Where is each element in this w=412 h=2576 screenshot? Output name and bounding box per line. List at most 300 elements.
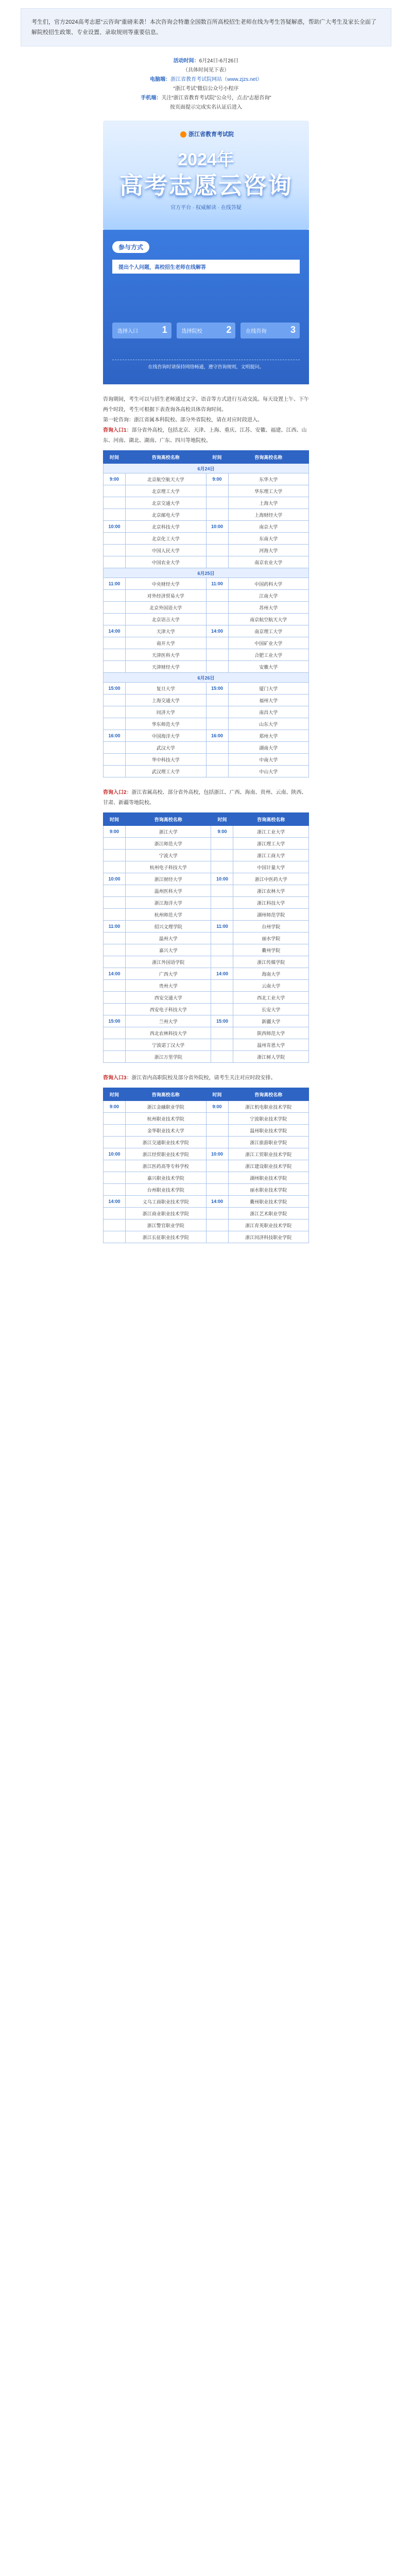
school-cell[interactable]: 义乌工商职业技术学院 <box>126 1196 207 1208</box>
pc-label: 电脑端： <box>150 77 171 82</box>
table-row <box>104 1219 309 1231</box>
time-cell <box>211 1027 233 1039</box>
time-cell: 16:00 <box>104 730 126 742</box>
school-cell[interactable]: 北京交通大学 <box>126 497 207 509</box>
table-row <box>104 1004 309 1015</box>
intro-box <box>21 8 391 46</box>
school-cell[interactable]: 浙江交通职业技术学院 <box>126 1137 207 1148</box>
header-right: 咨询高校名称 <box>228 1088 309 1101</box>
time-cell <box>104 980 126 992</box>
time-cell: 11:00 <box>104 921 126 933</box>
school-cell[interactable]: 湖南大学 <box>228 742 309 754</box>
table-row <box>104 706 309 718</box>
table-row <box>104 602 309 614</box>
step-3[interactable] <box>241 323 300 338</box>
school-cell[interactable]: 浙江科技大学 <box>233 897 309 909</box>
school-cell[interactable]: 长安大学 <box>233 1004 309 1015</box>
table-row <box>104 509 309 521</box>
school-cell[interactable]: 台州学院 <box>233 921 309 933</box>
step-1[interactable] <box>112 323 171 338</box>
school-cell[interactable]: 衢州学院 <box>233 944 309 956</box>
school-cell[interactable]: 浙江工业大学 <box>233 826 309 838</box>
time-cell: 9:00 <box>104 1101 126 1113</box>
time-cell <box>206 590 228 602</box>
time-cell: 15:00 <box>206 683 228 694</box>
table-row <box>104 909 309 921</box>
time-cell <box>206 602 228 614</box>
time-cell <box>104 509 126 521</box>
time-cell: 14:00 <box>211 968 233 980</box>
time-cell <box>206 718 228 730</box>
table-row <box>104 1160 309 1172</box>
school-cell[interactable]: 湖州职业技术学院 <box>228 1172 309 1184</box>
app-value: 关注“浙江省教育考试院”公众号，点击“志愿咨询” <box>161 95 271 101</box>
time-cell <box>104 933 126 944</box>
school-cell[interactable]: 宁波职业技术学院 <box>228 1113 309 1125</box>
time-cell <box>211 944 233 956</box>
time-cell <box>206 1125 228 1137</box>
entry-3-desc: ：浙江省内高职院校及部分省外院校，请考生关注对应时段安排。 <box>126 1075 276 1081</box>
time-cell <box>104 885 126 897</box>
school-cell[interactable]: 中国海洋大学 <box>126 730 207 742</box>
school-cell[interactable]: 西北农林科技大学 <box>126 1027 211 1039</box>
time-cell: 14:00 <box>104 625 126 637</box>
how-tag: 参与方式 <box>112 241 149 253</box>
table-row <box>104 1039 309 1051</box>
steps <box>112 323 300 338</box>
table-row <box>104 968 309 980</box>
time-cell <box>104 1219 126 1231</box>
table-row <box>104 980 309 992</box>
school-cell[interactable]: 北京语言大学 <box>126 614 207 625</box>
school-cell[interactable]: 温州大学 <box>126 933 211 944</box>
school-cell[interactable]: 浙江警官职业学院 <box>126 1219 207 1231</box>
time-cell <box>206 766 228 777</box>
header-left: 咨询高校名称 <box>126 451 207 464</box>
time-cell <box>104 706 126 718</box>
how-note: 在线咨询时请保持网络畅通，遵守咨询规则，文明提问。 <box>112 360 300 370</box>
mobile-value: “浙江考试”微信公众号小程序 <box>173 86 239 92</box>
school-cell[interactable]: 浙江工商大学 <box>233 850 309 861</box>
para-1 <box>103 395 309 446</box>
school-cell[interactable]: 中国农业大学 <box>126 556 207 568</box>
school-cell[interactable]: 郑州大学 <box>228 730 309 742</box>
school-cell[interactable]: 中国人民大学 <box>126 545 207 556</box>
time-cell <box>206 1219 228 1231</box>
time-cell <box>104 533 126 545</box>
table-row <box>104 1208 309 1219</box>
school-cell[interactable]: 安徽大学 <box>228 661 309 673</box>
time-cell <box>211 1051 233 1063</box>
school-cell[interactable]: 杭州师范大学 <box>126 909 211 921</box>
school-cell[interactable]: 宁波诺丁汉大学 <box>126 1039 211 1051</box>
school-cell[interactable]: 同济大学 <box>126 706 207 718</box>
time-cell <box>104 944 126 956</box>
step-label: 选择院校 <box>181 329 202 334</box>
schedule-table-3 <box>103 1088 309 1243</box>
school-cell[interactable]: 北京理工大学 <box>126 485 207 497</box>
school-cell[interactable]: 合肥工业大学 <box>228 649 309 661</box>
time-cell <box>104 614 126 625</box>
time-cell <box>104 897 126 909</box>
table-row <box>104 694 309 706</box>
time-cell: 10:00 <box>104 521 126 533</box>
event-meta <box>0 57 412 112</box>
table-row <box>104 497 309 509</box>
entry-2-desc: ：浙江省属高校、部分省外高校，包括浙江、广西、海南、贵州、云南、陕西、甘肃、新疆等地院校。 <box>103 790 307 806</box>
header-time: 时间 <box>211 813 233 826</box>
table-row <box>104 485 309 497</box>
time-cell <box>104 1113 126 1125</box>
table-row <box>104 473 309 485</box>
table-row <box>104 1184 309 1196</box>
table-row <box>104 1196 309 1208</box>
time-cell <box>206 1137 228 1148</box>
time-cell <box>206 649 228 661</box>
time-cell <box>206 545 228 556</box>
school-cell[interactable]: 云南大学 <box>233 980 309 992</box>
time-cell: 15:00 <box>104 1015 126 1027</box>
school-cell[interactable]: 浙江万里学院 <box>126 1051 211 1063</box>
time-cell <box>104 485 126 497</box>
school-cell[interactable]: 浙江同济科技职业学院 <box>228 1231 309 1243</box>
school-cell[interactable]: 中山大学 <box>228 766 309 777</box>
time-cell <box>206 694 228 706</box>
time-cell <box>104 742 126 754</box>
school-cell[interactable]: 山东大学 <box>228 718 309 730</box>
time-cell <box>206 754 228 766</box>
school-cell[interactable]: 温州肯恩大学 <box>233 1039 309 1051</box>
school-cell[interactable]: 杭州电子科技大学 <box>126 861 211 873</box>
school-cell[interactable]: 西北工业大学 <box>233 992 309 1004</box>
table-row <box>104 661 309 673</box>
school-cell[interactable]: 中国药科大学 <box>228 578 309 590</box>
school-cell[interactable]: 复旦大学 <box>126 683 207 694</box>
table-header <box>104 451 309 464</box>
time-cell <box>206 614 228 625</box>
time-cell: 14:00 <box>104 1196 126 1208</box>
table-row <box>104 1148 309 1160</box>
step-2[interactable] <box>177 323 236 338</box>
header-time: 时间 <box>206 451 228 464</box>
header-right: 咨询高校名称 <box>228 451 309 464</box>
table-row <box>104 625 309 637</box>
school-cell[interactable]: 浙江艺术职业学院 <box>228 1208 309 1219</box>
step-number: 1 <box>162 325 167 335</box>
school-cell[interactable]: 广西大学 <box>126 968 211 980</box>
time-cell: 9:00 <box>104 473 126 485</box>
school-cell[interactable]: 北京邮电大学 <box>126 509 207 521</box>
school-cell[interactable]: 衢州职业技术学院 <box>228 1196 309 1208</box>
school-cell[interactable]: 浙江树人学院 <box>233 1051 309 1063</box>
time-cell <box>211 838 233 850</box>
school-cell[interactable]: 西安电子科技大学 <box>126 1004 211 1015</box>
day-row <box>104 464 309 473</box>
school-cell[interactable]: 浙江旅游职业学院 <box>228 1137 309 1148</box>
step-number: 3 <box>290 325 296 335</box>
school-cell[interactable]: 浙江建设职业技术学院 <box>228 1160 309 1172</box>
school-cell[interactable]: 中央财经大学 <box>126 578 207 590</box>
school-cell[interactable]: 浙江海洋大学 <box>126 897 211 909</box>
time-cell <box>211 909 233 921</box>
school-cell[interactable]: 上海交通大学 <box>126 694 207 706</box>
table-row <box>104 637 309 649</box>
time-cell <box>211 992 233 1004</box>
school-cell[interactable]: 苏州大学 <box>228 602 309 614</box>
school-cell[interactable]: 福州大学 <box>228 694 309 706</box>
school-cell[interactable]: 绍兴文理学院 <box>126 921 211 933</box>
table-row <box>104 944 309 956</box>
school-cell[interactable]: 南京农业大学 <box>228 556 309 568</box>
table-row <box>104 614 309 625</box>
school-cell[interactable]: 浙江长征职业技术学院 <box>126 1231 207 1243</box>
school-cell[interactable]: 东南大学 <box>228 533 309 545</box>
para-3 <box>103 1073 309 1083</box>
table-row <box>104 1137 309 1148</box>
school-cell[interactable]: 南京航空航天大学 <box>228 614 309 625</box>
school-cell[interactable]: 江南大学 <box>228 590 309 602</box>
time-cell <box>104 766 126 777</box>
time-cell <box>104 861 126 873</box>
school-cell[interactable]: 天津大学 <box>126 625 207 637</box>
school-cell[interactable]: 武汉理工大学 <box>126 766 207 777</box>
time-cell <box>104 590 126 602</box>
time-cell <box>104 637 126 649</box>
banner-sub: 官方平台 · 权威解读 · 在线答疑 <box>170 205 242 211</box>
school-cell[interactable]: 天津医科大学 <box>126 649 207 661</box>
time-cell <box>211 885 233 897</box>
time-sub: （具体时间见下表） <box>183 67 229 73</box>
time-cell <box>211 1004 233 1015</box>
school-cell[interactable]: 浙江金融职业学院 <box>126 1101 207 1113</box>
time-cell: 14:00 <box>206 625 228 637</box>
table-row <box>104 730 309 742</box>
table-row <box>104 861 309 873</box>
school-cell[interactable]: 嘉兴大学 <box>126 944 211 956</box>
time-cell <box>104 1125 126 1137</box>
table-row <box>104 649 309 661</box>
school-cell[interactable]: 中国计量大学 <box>233 861 309 873</box>
school-cell[interactable]: 对外经济贸易大学 <box>126 590 207 602</box>
table-row <box>104 521 309 533</box>
time-cell <box>206 661 228 673</box>
logo-text: 浙江省教育考试院 <box>188 131 234 138</box>
time-cell <box>206 485 228 497</box>
school-cell[interactable]: 南京理工大学 <box>228 625 309 637</box>
schedule-table-2 <box>103 812 309 1063</box>
time-cell <box>104 1137 126 1148</box>
entry-1-label: 咨询入口1 <box>103 428 127 433</box>
time-cell <box>211 980 233 992</box>
app-label: 手机端： <box>141 95 162 101</box>
time-cell: 15:00 <box>104 683 126 694</box>
time-cell: 10:00 <box>206 521 228 533</box>
school-cell[interactable]: 北京化工大学 <box>126 533 207 545</box>
time-cell: 10:00 <box>104 1148 126 1160</box>
time-cell <box>211 850 233 861</box>
school-cell[interactable]: 浙江经贸职业技术学院 <box>126 1148 207 1160</box>
how-question: 提出个人问题，高校招生老师在线解答 <box>112 260 300 274</box>
time-cell <box>211 897 233 909</box>
table-row <box>104 1113 309 1125</box>
header-time: 时间 <box>104 1088 126 1101</box>
time-cell <box>104 1160 126 1172</box>
time-cell <box>104 602 126 614</box>
time-cell <box>211 861 233 873</box>
how-to-participate <box>103 230 309 384</box>
banner-year: 2024年 <box>178 150 234 170</box>
time-cell <box>206 533 228 545</box>
header-time: 时间 <box>104 813 126 826</box>
para-2 <box>103 788 309 808</box>
table-row <box>104 897 309 909</box>
pc-link[interactable]: 浙江省教育考试院网站（www.zjzs.net） <box>170 77 262 82</box>
time-cell <box>104 1231 126 1243</box>
time-cell <box>104 1039 126 1051</box>
school-cell[interactable]: 华中科技大学 <box>126 754 207 766</box>
school-cell[interactable]: 兰州大学 <box>126 1015 211 1027</box>
school-cell[interactable]: 浙江机电职业技术学院 <box>228 1101 309 1113</box>
table-row <box>104 718 309 730</box>
time-cell <box>206 706 228 718</box>
table-row <box>104 533 309 545</box>
time-cell <box>104 694 126 706</box>
day-row <box>104 568 309 578</box>
table-row <box>104 683 309 694</box>
time-cell <box>104 956 126 968</box>
table-row <box>104 742 309 754</box>
school-cell[interactable]: 厦门大学 <box>228 683 309 694</box>
school-cell[interactable]: 上海大学 <box>228 497 309 509</box>
school-cell[interactable]: 北京航空航天大学 <box>126 473 207 485</box>
time-cell <box>104 992 126 1004</box>
table-row <box>104 754 309 766</box>
time-cell <box>206 1184 228 1196</box>
table-row <box>104 992 309 1004</box>
time-cell <box>104 754 126 766</box>
time-cell: 11:00 <box>206 578 228 590</box>
table-header <box>104 813 309 826</box>
time-cell <box>104 649 126 661</box>
time-cell <box>104 661 126 673</box>
school-cell[interactable]: 天津财经大学 <box>126 661 207 673</box>
table-row <box>104 921 309 933</box>
time-cell <box>211 1039 233 1051</box>
school-cell[interactable]: 东华大学 <box>228 473 309 485</box>
school-cell[interactable]: 浙江商业职业技术学院 <box>126 1208 207 1219</box>
step-number: 2 <box>226 325 232 335</box>
time-cell <box>104 838 126 850</box>
header-time: 时间 <box>206 1088 228 1101</box>
school-cell[interactable]: 宁波大学 <box>126 850 211 861</box>
time-cell <box>206 1231 228 1243</box>
school-cell[interactable]: 丽水学院 <box>233 933 309 944</box>
step-label: 选择入口 <box>117 329 138 334</box>
school-cell[interactable]: 华东理工大学 <box>228 485 309 497</box>
school-cell[interactable]: 浙江大学 <box>126 826 211 838</box>
time-label: 活动时间： <box>173 58 199 64</box>
banner-title: 高考志愿云咨询 <box>119 172 293 199</box>
school-cell[interactable]: 海南大学 <box>233 968 309 980</box>
time-cell <box>104 556 126 568</box>
school-cell[interactable]: 浙江农林大学 <box>233 885 309 897</box>
time-cell <box>211 933 233 944</box>
school-cell[interactable]: 丽水职业技术学院 <box>228 1184 309 1196</box>
school-cell[interactable]: 华东师范大学 <box>126 718 207 730</box>
school-cell[interactable]: 河海大学 <box>228 545 309 556</box>
school-cell[interactable]: 台州职业技术学院 <box>126 1184 207 1196</box>
time-cell <box>104 545 126 556</box>
table-row <box>104 766 309 777</box>
school-cell[interactable]: 南开大学 <box>126 637 207 649</box>
school-cell[interactable]: 上海财经大学 <box>228 509 309 521</box>
header-right: 咨询高校名称 <box>233 813 309 826</box>
page <box>0 8 412 2576</box>
school-cell[interactable]: 浙江工贸职业技术学院 <box>228 1148 309 1160</box>
school-cell[interactable]: 浙江传媒学院 <box>233 956 309 968</box>
school-cell[interactable]: 北京外国语大学 <box>126 602 207 614</box>
school-cell[interactable]: 武汉大学 <box>126 742 207 754</box>
school-cell[interactable]: 浙江财经大学 <box>126 873 211 885</box>
school-cell[interactable]: 浙江医药高等专科学校 <box>126 1160 207 1172</box>
table-row <box>104 1101 309 1113</box>
school-cell[interactable]: 北京科技大学 <box>126 521 207 533</box>
table-row <box>104 873 309 885</box>
time-cell <box>206 637 228 649</box>
school-cell[interactable]: 贵州大学 <box>126 980 211 992</box>
header-left: 咨询高校名称 <box>126 813 211 826</box>
table-row <box>104 1015 309 1027</box>
school-cell[interactable]: 温州职业技术学院 <box>228 1125 309 1137</box>
school-cell[interactable]: 浙江中医药大学 <box>233 873 309 885</box>
school-cell[interactable]: 浙江育英职业技术学院 <box>228 1219 309 1231</box>
school-cell[interactable]: 杭州职业技术学院 <box>126 1113 207 1125</box>
table-row <box>104 933 309 944</box>
entry-2-label: 咨询入口2 <box>103 790 127 795</box>
logo-icon <box>180 131 186 138</box>
time-cell <box>104 1004 126 1015</box>
school-cell[interactable]: 浙江师范大学 <box>126 838 211 850</box>
step-label: 在线咨询 <box>246 329 267 334</box>
logo <box>180 130 234 138</box>
time-cell: 11:00 <box>211 921 233 933</box>
time-cell <box>104 1208 126 1219</box>
time-cell: 14:00 <box>104 968 126 980</box>
time-value: 6月24日-6月26日 <box>199 58 239 64</box>
school-cell[interactable]: 浙江理工大学 <box>233 838 309 850</box>
time-cell <box>206 1160 228 1172</box>
time-cell: 9:00 <box>206 473 228 485</box>
school-cell[interactable]: 中国矿业大学 <box>228 637 309 649</box>
table-row <box>104 578 309 590</box>
school-cell[interactable]: 湖州师范学院 <box>233 909 309 921</box>
school-cell[interactable]: 西安交通大学 <box>126 992 211 1004</box>
time-cell <box>104 1027 126 1039</box>
school-cell[interactable]: 浙江外国语学院 <box>126 956 211 968</box>
school-cell[interactable]: 陕西师范大学 <box>233 1027 309 1039</box>
school-cell[interactable]: 温州医科大学 <box>126 885 211 897</box>
time-cell: 11:00 <box>104 578 126 590</box>
school-cell[interactable]: 南昌大学 <box>228 706 309 718</box>
school-cell[interactable]: 嘉兴职业技术学院 <box>126 1172 207 1184</box>
table-row <box>104 545 309 556</box>
school-cell[interactable]: 中南大学 <box>228 754 309 766</box>
school-cell[interactable]: 南京大学 <box>228 521 309 533</box>
school-cell[interactable]: 新疆大学 <box>233 1015 309 1027</box>
table-row <box>104 1231 309 1243</box>
time-cell <box>211 956 233 968</box>
school-cell[interactable]: 金华职业技术大学 <box>126 1125 207 1137</box>
